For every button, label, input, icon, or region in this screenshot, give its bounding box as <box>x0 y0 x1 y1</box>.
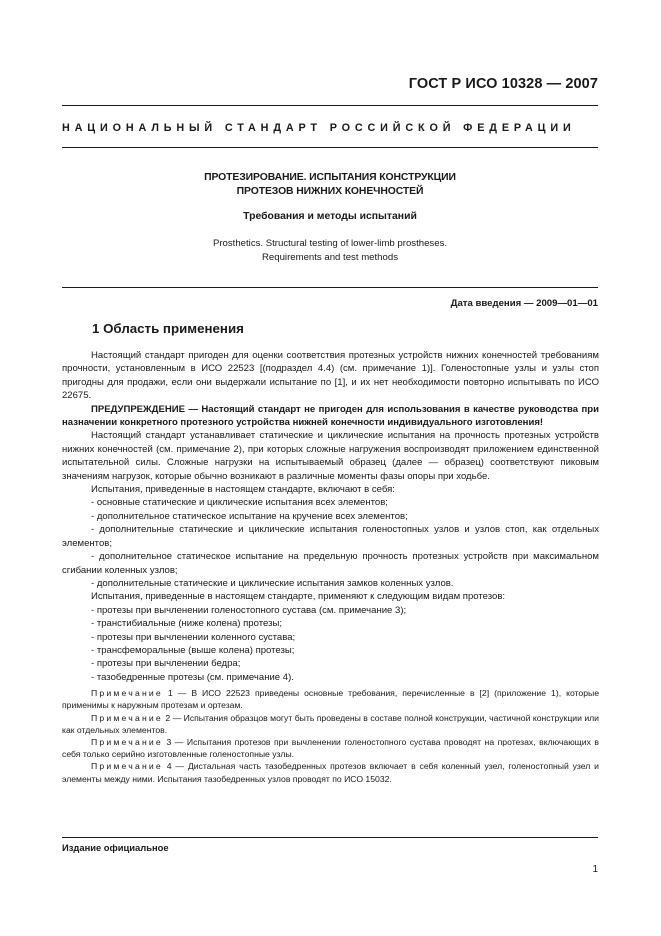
note-4 <box>62 760 599 784</box>
section-body <box>62 349 599 785</box>
paragraph-scope: Настоящий стандарт пригоден для оценки соответствия протезных устройств нижних конечностей требованиям прочности, установленным в ИСО 22523 [(подраздел 4.4) (см. примечание 1)]. Голеностопные узлы и узлы стоп пригодны для продажи, если они выдержали испытание по [1], и их нет необходимости повторно испытывать по ИСО 22675. <box>62 350 599 402</box>
note-label: Примечание <box>91 761 163 772</box>
paragraph-tests: Настоящий стандарт устанавливает статические и циклические испытания на прочность протезных устройств нижних конечностей (см. примечание 2), при которых сложные нагружения воспроизводят приложением единственной испытательной силы. Сложные нагрузки на испытываемый образец (далее — образец) соответствуют пиковым значениям нагрузок, которые обычно возникают в различные моменты фазы опоры при ходьбе. <box>62 430 599 482</box>
section-heading: 1 Область применения <box>92 321 244 336</box>
list-item: - протезы при вычленении коленного сустава; <box>91 631 296 643</box>
note-text: 3 — Испытания протезов при вычленении голеностопного сустава проводят на протезах, включающих в себя только серийно изготовленные голеностопные узлы. <box>62 736 599 760</box>
note-3 <box>62 736 599 760</box>
paragraph-prosthesis-types: Испытания, приведенные в настоящем стандарте, применяют к следующим видам протезов: <box>91 591 506 603</box>
list-item: - протезы при вычленении бедра; <box>91 658 241 670</box>
english-title-line-2: Requirements and test methods <box>262 251 398 263</box>
note-text: 4 — Дистальная часть тазобедренных протезов включает в себя коленный узел, голеностопный узел и элементы между ними. Испытания тазобедренных узлов проводят по ИСО 15032. <box>62 761 599 784</box>
list-item: - дополнительные статические и циклические испытания голеностопных узлов и узлов стоп, как отдельных элементов; <box>62 524 599 549</box>
note-text: 2 — Испытания образцов могут быть проведены в составе полной конструкции, частичной конструкции или как отдельных элементов. <box>62 712 599 735</box>
note-label: Примечание <box>91 688 163 699</box>
title-rule <box>62 287 598 288</box>
title-line-1: ПРОТЕЗИРОВАНИЕ. ИСПЫТАНИЯ КОНСТРУКЦИИ <box>204 172 456 183</box>
header-rule-bottom <box>62 147 598 148</box>
list-item: - дополнительное статическое испытание на кручение всех элементов; <box>91 510 408 522</box>
note-2 <box>62 712 599 736</box>
list-item: - основные статические и циклические испытания всех элементов; <box>91 497 388 509</box>
english-title-line-1: Prosthetics. Structural testing of lower-limb prostheses. <box>212 238 448 249</box>
document-title <box>62 171 598 198</box>
national-standard-banner: НАЦИОНАЛЬНЫЙ СТАНДАРТ РОССИЙСКОЙ ФЕДЕРАЦИИ <box>62 122 576 134</box>
title-line-2: ПРОТЕЗОВ НИЖНИХ КОНЕЧНОСТЕЙ <box>236 185 424 197</box>
list-item: - тазобедренные протезы (см. примечание 4). <box>91 671 294 683</box>
note-text: 1 — В ИСО 22523 приведены основные требования, перечисленные в [2] (приложение 1), которые применимы к наружным протезам и ортезам. <box>62 688 599 711</box>
note-label: Примечание <box>91 712 163 723</box>
edition-label: Издание официальное <box>62 842 169 853</box>
paragraph-tests-include: Испытания, приведенные в настоящем стандарте, включают в себя: <box>91 484 395 496</box>
note-label: Примечание <box>91 736 163 747</box>
list-item: - трансфеморальные (выше колена) протезы; <box>91 644 295 656</box>
note-1 <box>62 687 599 711</box>
page-number: 1 <box>592 864 598 875</box>
list-item: - дополнительные статические и циклические испытания замков коленных узлов. <box>91 577 454 589</box>
footer-rule <box>62 837 598 838</box>
list-item: - протезы при вычленении голеностопного сустава (см. примечание 3); <box>91 604 407 616</box>
warning-paragraph: ПРЕДУПРЕЖДЕНИЕ — Настоящий стандарт не пригоден для использования в качестве руководства при назначении конкретного протезного устройства нижней конечности индивидуального изготовления! <box>62 403 599 429</box>
header-rule-top <box>62 105 598 106</box>
document-subtitle: Требования и методы испытаний <box>243 211 417 222</box>
list-item: - транстибиальные (ниже колена) протезы; <box>91 618 282 630</box>
list-item: - дополнительное статическое испытание на предельную прочность протезных устройств при максимальном сгибании коленных узлов; <box>62 551 599 576</box>
introduction-date: Дата введения — 2009—01—01 <box>450 298 598 309</box>
english-title <box>62 237 598 264</box>
gost-number: ГОСТ Р ИСО 10328 — 2007 <box>408 76 598 92</box>
